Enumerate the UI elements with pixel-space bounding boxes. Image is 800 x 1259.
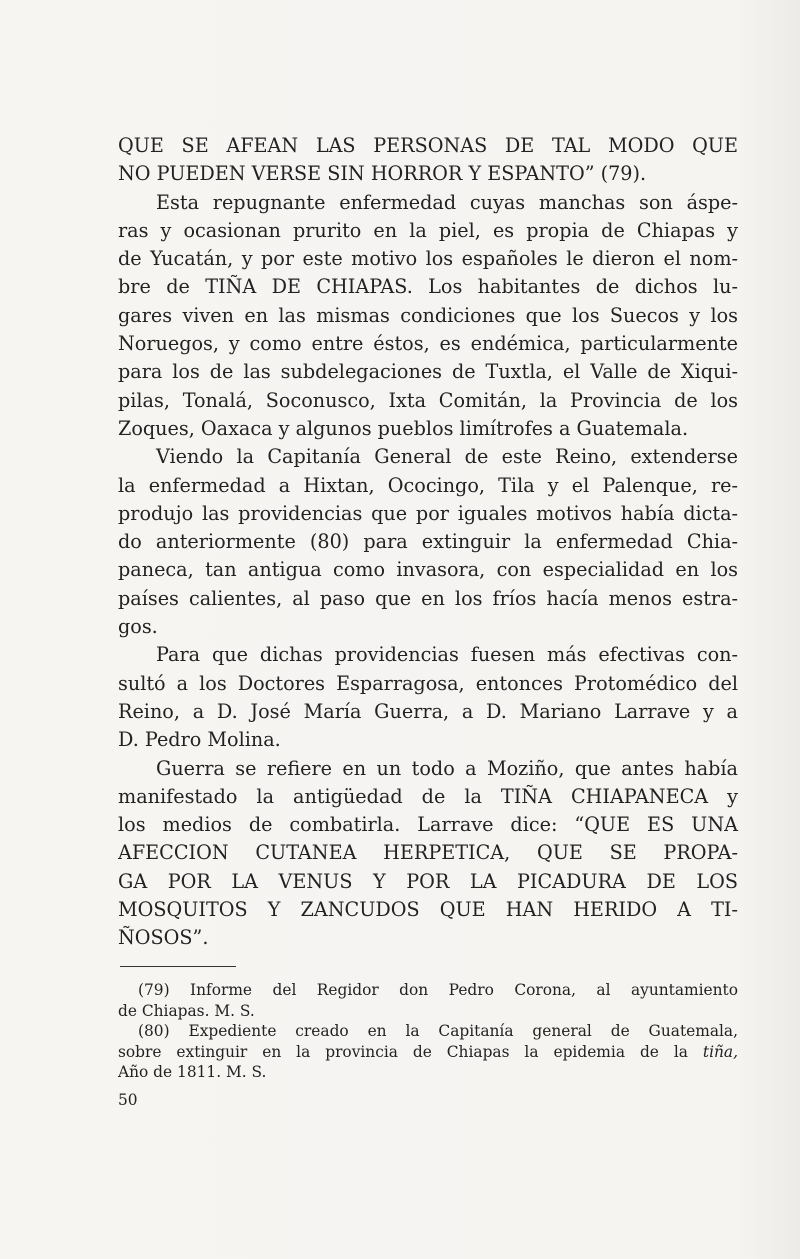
text-line: manifestado la antigüedad de la TIÑA CHIAPANECA y xyxy=(118,784,738,808)
text-line: Guerra se refiere en un todo a Moziño, que antes había xyxy=(156,756,738,780)
text-line: QUE SE AFEAN LAS PERSONAS DE TAL MODO QUE xyxy=(118,134,738,157)
text-line: gares viven en las mismas condiciones que los Suecos y los xyxy=(118,303,738,327)
footnote-line xyxy=(118,980,738,1001)
footnote-italic-word: tiña, xyxy=(702,1042,738,1061)
text-line: do anteriormente (80) para extinguir la enfermedad Chia- xyxy=(118,530,738,554)
text-line: NO PUEDEN VERSE SIN HORROR Y ESPANTO” (79). xyxy=(118,162,647,186)
footnote-line xyxy=(118,1021,738,1042)
footnote-separator xyxy=(120,966,236,967)
footnote-line xyxy=(118,1042,738,1063)
text-line: MOSQUITOS Y ZANCUDOS QUE HAN HERIDO A TI- xyxy=(118,898,738,922)
text-line: ras y ocasionan prurito en la piel, es propia de Chiapas y xyxy=(118,218,738,242)
text-line: Noruegos, y como entre éstos, es endémica, particularmente xyxy=(118,332,738,356)
footnote-line-text: (79) Informe del Regidor don Pedro Corona, al ayuntamiento xyxy=(138,981,738,999)
footnote-line-text: Año de 1811. M. S. xyxy=(118,1063,267,1082)
text-line: países calientes, al paso que en los fríos hacía menos estra- xyxy=(118,586,738,610)
footnote-line-text: sobre extinguir en la provincia de Chiapas la epidemia de la xyxy=(118,1042,688,1061)
text-line: Esta repugnante enfermedad cuyas manchas son áspe- xyxy=(156,190,738,214)
footnote-line xyxy=(118,1001,738,1022)
text-line: Zoques, Oaxaca y algunos pueblos limítrofes a Guatemala. xyxy=(118,416,689,440)
footnote-line xyxy=(118,1062,738,1083)
text-line: Reino, a D. José María Guerra, a D. Mariano Larrave y a xyxy=(118,699,738,723)
text-line: sultó a los Doctores Esparragosa, entonces Protomédico del xyxy=(118,671,738,695)
text-line: pilas, Tonalá, Soconusco, Ixta Comitán, la Provincia de los xyxy=(118,388,738,412)
page-number: 50 xyxy=(118,1091,138,1109)
text-line: GA POR LA VENUS Y POR LA PICADURA DE LOS xyxy=(118,869,738,893)
text-line: bre de TIÑA DE CHIAPAS. Los habitantes de dichos lu- xyxy=(118,275,738,299)
text-line: AFECCION CUTANEA HERPETICA, QUE SE PROPA- xyxy=(118,841,738,865)
text-line: ÑOSOS”. xyxy=(118,926,209,950)
footnote-line-text: (80) Expediente creado en la Capitanía general de Guatemala, xyxy=(138,1022,738,1041)
text-line: D. Pedro Molina. xyxy=(118,728,281,752)
text-line: gos. xyxy=(118,615,158,639)
text-line: paneca, tan antigua como invasora, con especialidad en los xyxy=(118,558,738,582)
footnotes xyxy=(118,980,738,1083)
text-line: para los de las subdelegaciones de Tuxtla, el Valle de Xiqui- xyxy=(118,360,738,384)
footnote-line-text: de Chiapas. M. S. xyxy=(118,1001,255,1020)
text-line: Para que dichas providencias fuesen más efectivas con- xyxy=(156,643,738,667)
text-line: produjo las providencias que por iguales motivos había dicta- xyxy=(118,501,738,525)
text-line: Viendo la Capitanía General de este Reino, extenderse xyxy=(156,445,738,469)
body-text xyxy=(118,132,738,953)
text-line: de Yucatán, y por este motivo los españoles le dieron el nom- xyxy=(118,247,738,271)
text-line: los medios de combatirla. Larrave dice: “QUE ES UNA xyxy=(118,813,738,837)
text-line: la enfermedad a Hixtan, Ococingo, Tila y el Palenque, re- xyxy=(118,473,738,497)
